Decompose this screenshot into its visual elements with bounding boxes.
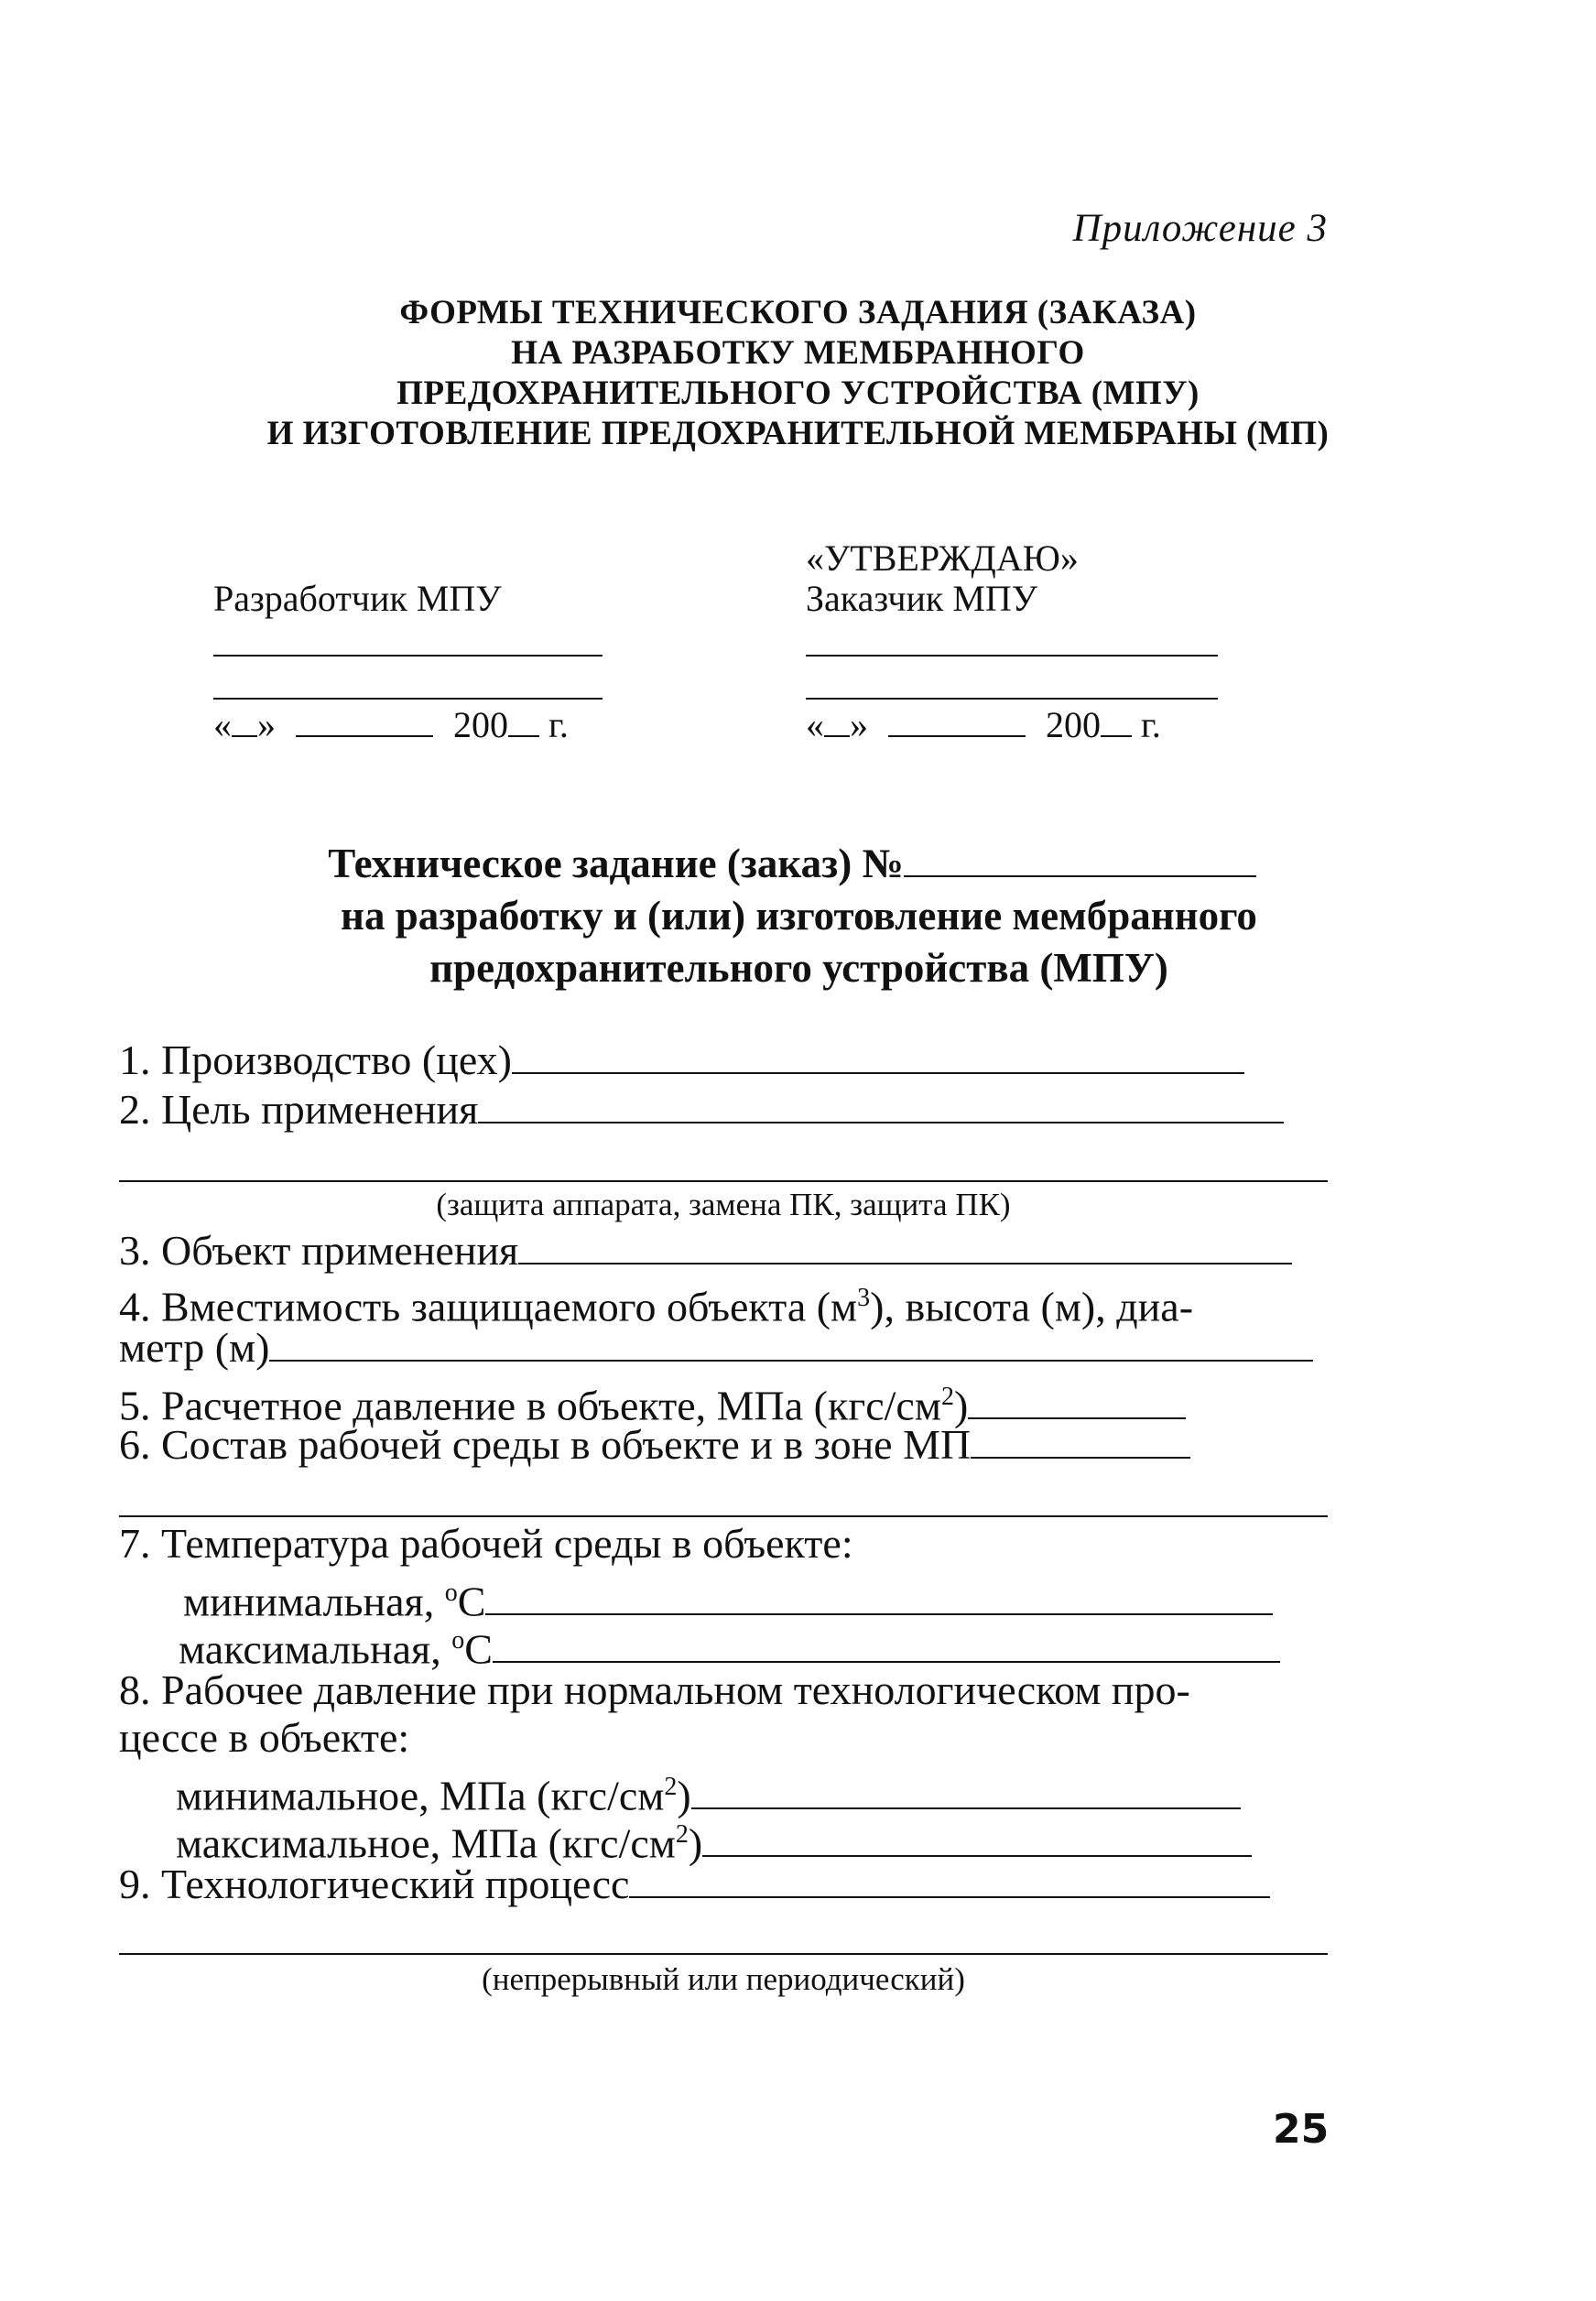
customer-org-blank[interactable] <box>806 655 1218 657</box>
developer-label: Разработчик МПУ <box>213 578 502 619</box>
unit-label: С <box>457 1578 486 1625</box>
purpose-blank[interactable] <box>478 1122 1284 1123</box>
date-quote-open: « <box>213 704 232 745</box>
item-label: 1. Производство (цех) <box>119 1037 512 1083</box>
item-operating-pressure-line2: цессе в объекте: <box>119 1714 410 1761</box>
item-label: 2. Цель применения <box>119 1086 479 1133</box>
developer-signature-blank[interactable] <box>213 698 603 700</box>
developer-year-blank[interactable] <box>508 735 539 737</box>
order-title-line1: Техническое задание (заказ) № <box>328 841 904 886</box>
item-operating-pressure: 8. Рабочее давление при нормальном технологическом про- <box>119 1666 1190 1713</box>
form-title-line: НА РАЗРАБОТКУ МЕМБРАННОГО <box>511 334 1085 372</box>
developer-date-line <box>213 703 616 749</box>
item-label: 9. Технологический процесс <box>119 1861 630 1907</box>
superscript: 2 <box>675 1820 689 1849</box>
item-label: 3. Объект применения <box>119 1227 519 1274</box>
item-label: метр (м) <box>119 1324 270 1371</box>
temp-min-blank[interactable] <box>485 1613 1273 1615</box>
customer-signature-blank[interactable] <box>806 698 1218 700</box>
form-title-line: ФОРМЫ ТЕХНИЧЕСКОГО ЗАДАНИЯ (ЗАКАЗА) <box>399 294 1197 331</box>
item-label-end: ) <box>677 1772 691 1819</box>
superscript: 3 <box>857 1284 871 1312</box>
superscript: 2 <box>940 1383 954 1411</box>
item-label: минимальная, <box>183 1578 445 1625</box>
item-temp-max <box>179 1617 1328 1673</box>
developer-day-blank[interactable] <box>232 735 257 737</box>
item-label-end: ) <box>688 1819 703 1867</box>
order-title-line2: на разработку и (или) изготовление мембранного <box>341 893 1257 939</box>
degree-sign: о <box>451 1626 465 1655</box>
object-blank[interactable] <box>518 1263 1292 1264</box>
superscript: 2 <box>664 1773 678 1801</box>
customer-date-line <box>806 703 1227 749</box>
process-blank[interactable] <box>629 1896 1270 1898</box>
page-number: 25 <box>1273 2106 1330 2153</box>
item-pressure-max <box>176 1811 1328 1867</box>
item-purpose <box>119 1086 1328 1134</box>
developer-month-blank[interactable] <box>296 735 433 737</box>
item-production <box>119 1037 1328 1084</box>
form-title-line: И ИЗГОТОВЛЕНИЕ ПРЕДОХРАНИТЕЛЬНОЙ МЕМБРАНЫ (МП) <box>266 415 1330 452</box>
purpose-hint: (защита аппарата, замена ПК, защита ПК) <box>436 1187 1011 1222</box>
form-title <box>0 293 1596 454</box>
order-title-line3: предохранительного устройства (МПУ) <box>429 945 1168 991</box>
medium-blank[interactable] <box>971 1457 1190 1459</box>
item-process <box>119 1861 1328 1908</box>
pressure-max-blank[interactable] <box>702 1855 1252 1857</box>
date-quote-close: » <box>257 704 276 745</box>
item-medium <box>119 1421 1328 1469</box>
customer-year-blank[interactable] <box>1101 735 1132 737</box>
date-quote-close: » <box>850 704 868 745</box>
developer-year-prefix: 200 <box>453 704 508 745</box>
item-label-end: ) <box>953 1382 969 1429</box>
capacity-blank[interactable] <box>269 1360 1313 1362</box>
order-number-blank[interactable] <box>904 875 1256 877</box>
form-title-line: ПРЕДОХРАНИТЕЛЬНОГО УСТРОЙСТВА (МПУ) <box>396 374 1200 412</box>
customer-day-blank[interactable] <box>824 735 850 737</box>
developer-org-blank[interactable] <box>213 655 603 657</box>
item-object <box>119 1227 1328 1275</box>
item-temperature: 7. Температура рабочей среды в объекте: <box>119 1520 853 1567</box>
temp-max-blank[interactable] <box>493 1661 1280 1663</box>
appendix-label: Приложение 3 <box>1072 207 1328 250</box>
process-continuation-blank[interactable] <box>119 1953 1328 1955</box>
customer-month-blank[interactable] <box>888 735 1026 737</box>
item-label: минимальное, МПа (кгс/см <box>176 1772 665 1819</box>
design-pressure-blank[interactable] <box>968 1417 1186 1419</box>
item-label: максимальная, <box>179 1625 452 1673</box>
approve-label: «УТВЕРЖДАЮ» <box>806 537 1079 579</box>
item-capacity-line2 <box>119 1324 1328 1372</box>
unit-label: С <box>464 1625 493 1673</box>
item-label: 5. Расчетное давление в объекте, МПа (кгс/см <box>119 1382 941 1429</box>
customer-year-suffix: г. <box>1141 704 1161 745</box>
purpose-continuation-blank[interactable] <box>119 1180 1328 1182</box>
customer-year-prefix: 200 <box>1046 704 1101 745</box>
process-hint: (непрерывный или периодический) <box>482 1961 965 1997</box>
production-blank[interactable] <box>512 1072 1244 1074</box>
item-capacity <box>119 1275 1328 1330</box>
medium-continuation-blank[interactable] <box>119 1515 1328 1517</box>
item-label: 6. Состав рабочей среды в объекте и в зоне МП <box>119 1421 972 1468</box>
developer-year-suffix: г. <box>548 704 569 745</box>
customer-label: Заказчик МПУ <box>806 578 1038 619</box>
degree-sign: о <box>444 1579 458 1607</box>
order-title <box>0 838 1447 994</box>
item-label-end: ), высота (м), диа- <box>870 1283 1194 1330</box>
item-label: максимальное, МПа (кгс/см <box>176 1819 676 1867</box>
date-quote-open: « <box>806 704 824 745</box>
item-label: 4. Вместимость защищаемого объекта (м <box>119 1283 858 1330</box>
pressure-min-blank[interactable] <box>691 1807 1241 1809</box>
